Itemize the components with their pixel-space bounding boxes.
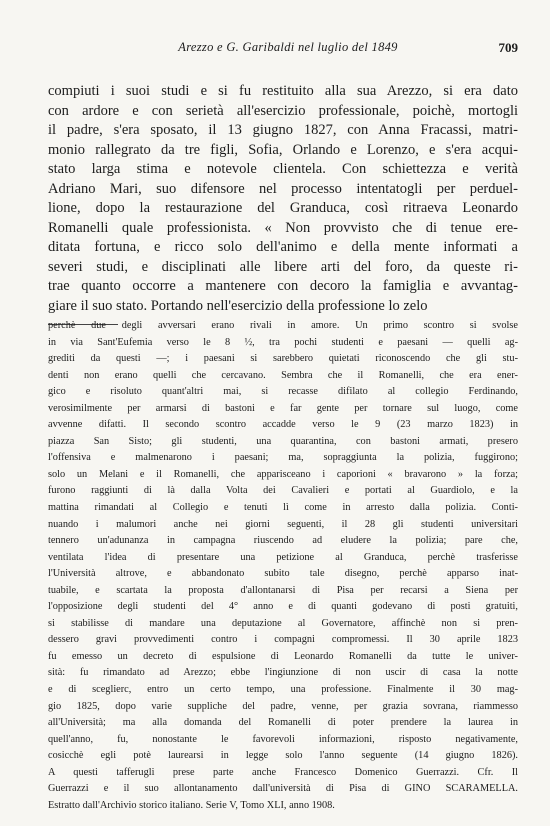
footnote-line: all'Università; ma alla domanda del Romanelli di poter prendere la laurea in — [48, 717, 518, 729]
footnote-line: si stabilisse di mandare una deputazione al Governatore, affinchè non si pren- — [48, 617, 518, 629]
footnote-line: quell'anno, fu, nonostante le favorevoli informazioni, risposto negativamente, — [48, 733, 518, 745]
footnote-line: grediti da questi —; i paesani si sarebbero quietati riconoscendo che gli stu- — [48, 353, 518, 365]
body-line: il padre, s'era sposato, il 13 giugno 1827, con Anna Fracassi, matri- — [48, 122, 518, 138]
footnote-line: nuando i malumori anche nei giorni seguenti, il 28 gli studenti universitari — [48, 518, 518, 530]
footnote-line: gio 1825, dopo varie suppliche del padre, venne, per grazia sovrana, riammesso — [48, 700, 518, 712]
footnote-line: avvenne difatti. Il secondo scontro accadde verso le 9 (23 marzo 1823) in — [48, 419, 518, 431]
footnote-line: e di sceglierc, entro un certo tempo, una professione. Finalmente il 30 mag- — [48, 684, 518, 696]
footnote-line: piazza San Sisto; gli studenti, una quarantina, con bastoni armati, presero — [48, 435, 518, 447]
footnote-line: gico e risoluto quant'altri mai, si recasse difilato al collegio Ferdinando, — [48, 386, 518, 398]
main-paragraph — [48, 82, 518, 316]
body-line: con ardore e con serietà all'esercizio professionale, poichè, mortogli — [48, 102, 518, 119]
body-line: ditata fortuna, e ricco solo dell'animo e della mente informati a — [48, 239, 518, 255]
footnote-line: verosimilmente per armarsi di bastoni e far gente per tornare sul luogo, come — [48, 402, 518, 414]
body-line: stato larga stima e notevole clientela. Con schiettezza e verità — [48, 161, 518, 177]
footnote-line: tuabile, e scartata la proposta d'allontanarsi di Pisa per recarsi a Siena per — [48, 584, 518, 596]
page-number: 709 — [498, 40, 518, 55]
body-line: monio rallegrato da tre figli, Sofia, Orlando e Lorenzo, e s'era acqui- — [48, 141, 518, 158]
footnote-line: Guerrazzi e il suo allontanamento dall'università di Pisa di GINO SCARAMELLA. — [48, 783, 518, 795]
footnote-line: solo un Melani e il Romanelli, che apparisceano i caporioni « bravarono » la forza; — [48, 468, 518, 480]
body-line: compiuti i suoi studi e si fu restituito alla sua Arezzo, si era dato — [48, 83, 518, 99]
footnote-line: ventilata l'idea di presentare una petizione al Granduca, perchè trasferisse — [48, 551, 518, 563]
footnote-line: denti non erano quelli che cercavano. Sembra che il Romanelli, che era ener- — [48, 369, 518, 381]
footnote-line: l'Università altrove, e abbandonato subito tale disegno, perchè apparso inat- — [48, 568, 518, 580]
page-header — [48, 40, 518, 56]
footnote-line: Estratto dall'Archivio storico italiano. Serie V, Tomo XLI, anno 1908. — [48, 799, 335, 811]
body-line: trae quanto occorre a mantenere con decoro la famiglia e avvantag- — [48, 278, 518, 294]
body-line: Adriano Mari, suo difensore nel processo intentatogli per perduel- — [48, 180, 518, 197]
footnote-line: l'opposizione degli studenti del 4° anno e di quanti godevano di posti gratuiti, — [48, 601, 518, 613]
body-line: Romanelli quale professionista. « Non provvisto che di tenue ere- — [48, 219, 518, 236]
body-line: giare il suo stato. Portando nell'esercizio della professione lo zelo — [48, 297, 428, 314]
footnote-line: in via Sant'Eufemia verso le 8 ½, tra pochi studenti e paesani — quelli ag- — [48, 336, 518, 348]
footnote-line: l'offensiva e malmenarono i paesani; ma, sopraggiunta la polizia, fuggirono; — [48, 452, 518, 464]
footnote-line: cosicchè egli potè laurearsi in legge solo l'anno seguente (14 giugno 1826). — [48, 750, 518, 762]
footnote-line: tennero un'adunanza in campagna riuscendo ad eludere la polizia; pare che, — [48, 535, 518, 547]
body-line: severi studi, e disciplinati alle libere arti del foro, da queste ri- — [48, 258, 518, 275]
footnote-line: sità: fu rimandato ad Arezzo; ebbe l'ingiunzione di non uscir di casa la notte — [48, 667, 518, 679]
footnote-block — [48, 318, 518, 814]
footnote-line: fu emesso un decreto di espulsione di Leonardo Romanelli da tutte le univer- — [48, 650, 518, 662]
footnote-line: dessero gravi provvedimenti contro i compagni compromessi. Il 30 aprile 1823 — [48, 634, 518, 646]
footnote-line: mattina rimandati al Collegio e tenuti lì come in arresto dalla polizia. Conti- — [48, 502, 518, 514]
footnote-line: furono raggiunti di là dalla Volta dei Cavalieri e portati al Guardiolo, e la — [48, 485, 518, 497]
footnote-line: perchè due degli avversari erano rivali in amore. Un primo scontro si svolse — [48, 320, 518, 331]
running-title: Arezzo e G. Garibaldi nel luglio del 1849 — [178, 40, 398, 54]
footnote-line: A questi tafferugli prese parte anche Francesco Domenico Guerrazzi. Cfr. Il — [48, 766, 518, 778]
body-line: lione, dopo la restaurazione del Granduca, così ritraeva Leonardo — [48, 200, 518, 216]
